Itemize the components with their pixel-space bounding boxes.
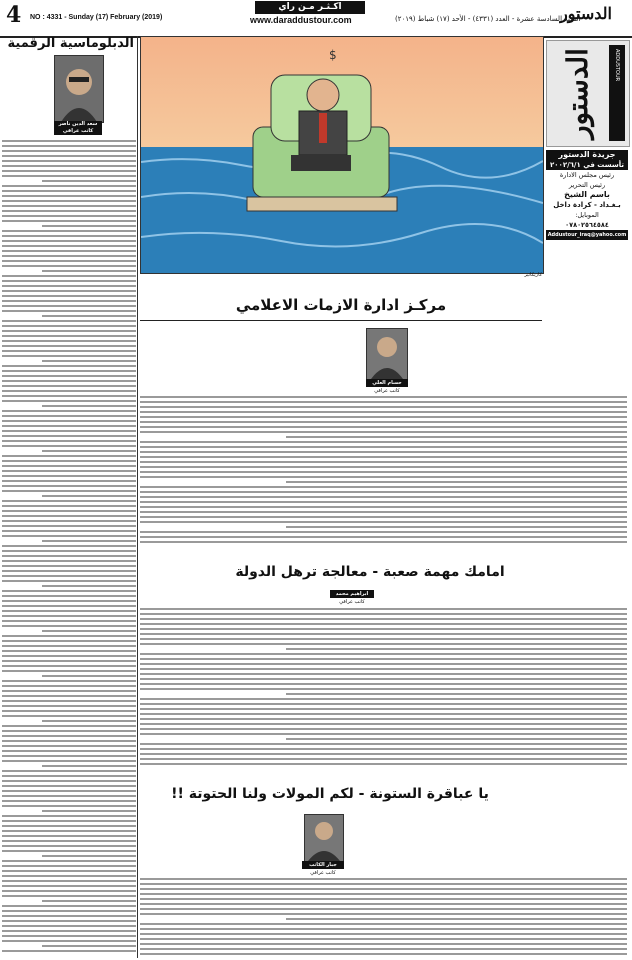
text-line <box>140 446 627 448</box>
text-line <box>2 860 136 862</box>
text-line <box>2 785 136 787</box>
text-line <box>2 250 136 252</box>
text-line <box>42 720 136 722</box>
text-line <box>2 485 136 487</box>
text-line <box>140 658 627 660</box>
text-line <box>2 375 136 377</box>
text-line <box>140 531 627 533</box>
text-line <box>140 396 627 398</box>
author-role: كاتب عراقي <box>310 870 336 876</box>
text-line <box>2 610 136 612</box>
text-line <box>2 325 136 327</box>
column-divider <box>137 36 138 958</box>
text-line <box>140 708 627 710</box>
article-2-title: امامك مهمة صعبة - معالجة ترهل الدولة <box>235 564 505 580</box>
text-line <box>42 360 136 362</box>
text-line <box>140 486 627 488</box>
header-logo: الدستور <box>560 4 612 23</box>
text-line <box>2 490 136 492</box>
author-photo <box>54 55 104 123</box>
text-line <box>140 441 627 443</box>
left-column-body <box>2 140 136 958</box>
text-line <box>2 505 136 507</box>
text-line <box>2 775 136 777</box>
title-rule <box>140 320 542 321</box>
text-line <box>2 840 136 842</box>
text-line <box>2 385 136 387</box>
text-line <box>2 255 136 257</box>
text-line <box>2 370 136 372</box>
author-role: كاتب عراقي <box>339 599 365 605</box>
text-line <box>2 510 136 512</box>
text-line <box>140 953 627 955</box>
text-line <box>42 765 136 767</box>
text-line <box>2 755 136 757</box>
founded-date: تأسست في ٢٠٠٢/٦/١ <box>546 160 628 170</box>
text-line <box>140 898 627 900</box>
text-line <box>140 638 627 640</box>
text-line <box>140 406 627 408</box>
text-line <box>2 420 136 422</box>
phone-label: الموبايل: <box>575 211 599 219</box>
text-line <box>2 285 136 287</box>
editor-name: باسم الشيخ <box>564 190 610 199</box>
text-line <box>42 945 136 947</box>
text-line <box>140 903 627 905</box>
text-line <box>2 730 136 732</box>
text-line <box>2 220 136 222</box>
issue-info-ar: السنة السادسة عشرة - العدد (٤٣٣١) - الأحد (١٧) شباط (٢٠١٩) <box>395 15 581 23</box>
author-name: جبار الكاتب <box>302 861 344 869</box>
page-header <box>0 0 632 38</box>
text-line <box>286 738 627 740</box>
text-line <box>140 908 627 910</box>
text-line <box>140 491 627 493</box>
article-3-title: يا عباقرة الستونة - لكم المولات ولنا الحتوتة !! <box>171 786 489 802</box>
text-line <box>2 620 136 622</box>
text-line <box>2 290 136 292</box>
address: بـغـداد - كرادة داخل <box>553 201 621 209</box>
text-line <box>140 653 627 655</box>
text-line <box>2 280 136 282</box>
text-line <box>2 170 136 172</box>
text-line <box>2 550 136 552</box>
text-line <box>2 615 136 617</box>
text-line <box>2 625 136 627</box>
text-line <box>2 330 136 332</box>
newspaper-info <box>546 150 628 270</box>
text-line <box>2 590 136 592</box>
text-line <box>2 695 136 697</box>
text-line <box>42 540 136 542</box>
text-line <box>140 633 627 635</box>
text-line <box>2 165 136 167</box>
text-line <box>140 401 627 403</box>
text-line <box>2 465 136 467</box>
text-line <box>2 910 136 912</box>
text-line <box>140 516 627 518</box>
text-line <box>2 235 136 237</box>
person-icon <box>367 329 407 379</box>
text-line <box>140 613 627 615</box>
masthead-latin: ADDUSTOUR <box>614 49 620 82</box>
slogan-bar: اكـثـر مـن راي <box>255 1 365 14</box>
person-icon <box>55 56 103 122</box>
text-line <box>2 835 136 837</box>
text-line <box>2 300 136 302</box>
text-line <box>2 690 136 692</box>
text-line <box>2 890 136 892</box>
text-line <box>140 948 627 950</box>
text-line <box>2 535 136 537</box>
text-line <box>2 410 136 412</box>
text-line <box>42 900 136 902</box>
text-line <box>2 930 136 932</box>
text-line <box>2 665 136 667</box>
text-line <box>2 655 136 657</box>
text-line <box>2 185 136 187</box>
text-line <box>140 913 627 915</box>
text-line <box>2 680 136 682</box>
text-line <box>2 685 136 687</box>
text-line <box>2 190 136 192</box>
page-number: 4 <box>6 2 22 28</box>
text-line <box>2 175 136 177</box>
text-line <box>2 475 136 477</box>
author-name: سعد الدين ناصر <box>58 121 98 127</box>
text-line <box>2 365 136 367</box>
text-line <box>2 230 136 232</box>
text-line <box>140 698 627 700</box>
text-line <box>2 940 136 942</box>
author-role: كاتب عراقي <box>374 388 400 394</box>
cartoon-illustration <box>140 36 544 274</box>
editor-label: رئيس التحرير <box>568 181 606 189</box>
text-line <box>140 431 627 433</box>
text-line <box>2 580 136 582</box>
text-line <box>2 735 136 737</box>
masthead-latin-strip <box>609 45 625 141</box>
text-line <box>140 511 627 513</box>
text-line <box>42 675 136 677</box>
text-line <box>140 411 627 413</box>
article-3-body <box>140 878 627 958</box>
author-photo <box>366 328 408 380</box>
masthead-name: الدستور <box>561 48 594 139</box>
text-line <box>2 830 136 832</box>
text-line <box>2 515 136 517</box>
text-line <box>2 925 136 927</box>
text-line <box>140 673 627 675</box>
text-line <box>42 225 136 227</box>
newspaper-masthead <box>546 40 630 147</box>
text-line <box>140 426 627 428</box>
text-line <box>140 743 627 745</box>
text-line <box>140 688 627 690</box>
text-line <box>140 506 627 508</box>
text-line <box>42 630 136 632</box>
chairman-label: رئيس مجلس الادارة <box>559 171 615 179</box>
cartoon-drawing <box>141 37 543 273</box>
text-line <box>140 421 627 423</box>
text-line <box>42 495 136 497</box>
text-line <box>140 748 627 750</box>
text-line <box>2 210 136 212</box>
text-line <box>2 920 136 922</box>
text-line <box>140 713 627 715</box>
text-line <box>140 943 627 945</box>
text-line <box>2 240 136 242</box>
text-line <box>140 678 627 680</box>
person-icon <box>305 815 343 861</box>
author-name-bar <box>54 121 102 135</box>
text-line <box>140 521 627 523</box>
author-role: كاتب عراقي <box>62 128 94 134</box>
text-line <box>2 705 136 707</box>
text-line <box>2 395 136 397</box>
text-line <box>2 895 136 897</box>
text-line <box>140 501 627 503</box>
text-line <box>140 728 627 730</box>
text-line <box>140 893 627 895</box>
text-line <box>140 683 627 685</box>
text-line <box>2 430 136 432</box>
text-line <box>42 180 136 182</box>
text-line <box>140 471 627 473</box>
text-line <box>2 825 136 827</box>
text-line <box>140 643 627 645</box>
text-line <box>2 650 136 652</box>
author-name: ابراهيم محمد <box>330 590 374 598</box>
text-line <box>140 928 627 930</box>
text-line <box>2 160 136 162</box>
text-line <box>2 605 136 607</box>
text-line <box>2 795 136 797</box>
text-line <box>2 845 136 847</box>
text-line <box>2 700 136 702</box>
text-line <box>140 703 627 705</box>
text-line <box>2 770 136 772</box>
text-line <box>2 635 136 637</box>
text-line <box>2 780 136 782</box>
text-line <box>2 350 136 352</box>
text-line <box>2 150 136 152</box>
text-line <box>286 481 627 483</box>
text-line <box>2 670 136 672</box>
text-line <box>2 275 136 277</box>
text-line <box>140 628 627 630</box>
text-line <box>2 760 136 762</box>
text-line <box>2 870 136 872</box>
text-line <box>2 460 136 462</box>
text-line <box>2 195 136 197</box>
text-line <box>140 461 627 463</box>
text-line <box>140 733 627 735</box>
text-line <box>140 883 627 885</box>
text-line <box>140 923 627 925</box>
text-line <box>2 380 136 382</box>
text-line <box>2 480 136 482</box>
text-line <box>2 915 136 917</box>
text-line <box>140 933 627 935</box>
text-line <box>2 725 136 727</box>
text-line <box>2 155 136 157</box>
text-line <box>140 623 627 625</box>
text-line <box>2 440 136 442</box>
text-line <box>2 820 136 822</box>
text-line <box>2 865 136 867</box>
text-line <box>286 648 627 650</box>
text-line <box>140 536 627 538</box>
text-line <box>140 763 627 765</box>
text-line <box>2 950 136 952</box>
text-line <box>2 935 136 937</box>
text-line <box>140 878 627 880</box>
text-line <box>140 753 627 755</box>
text-line <box>140 476 627 478</box>
text-line <box>140 888 627 890</box>
text-line <box>140 496 627 498</box>
text-line <box>2 595 136 597</box>
issue-info-en: NO : 4331 - Sunday (17) February (2019) <box>30 14 163 21</box>
text-line <box>2 525 136 527</box>
text-line <box>2 885 136 887</box>
text-line <box>140 451 627 453</box>
text-line <box>2 470 136 472</box>
text-line <box>42 315 136 317</box>
text-line <box>2 265 136 267</box>
text-line <box>2 140 136 142</box>
text-line <box>286 918 627 920</box>
svg-text:$: $ <box>329 48 337 62</box>
text-line <box>42 585 136 587</box>
text-line <box>2 880 136 882</box>
article-2-body <box>140 608 627 770</box>
text-line <box>2 455 136 457</box>
left-column-title: الدبلوماسية الرقمية <box>7 36 134 51</box>
text-line <box>2 200 136 202</box>
text-line <box>42 855 136 857</box>
phone: ٠٧٨٠٢٥٦٤٥٨٤ <box>565 221 609 229</box>
text-line <box>2 445 136 447</box>
text-line <box>2 530 136 532</box>
text-line <box>140 618 627 620</box>
author-name: حسام العلي <box>366 379 408 387</box>
text-line <box>2 245 136 247</box>
text-line <box>2 555 136 557</box>
paper-label: جريدة الدستور <box>546 150 628 160</box>
text-line <box>2 745 136 747</box>
text-line <box>42 450 136 452</box>
text-line <box>2 260 136 262</box>
text-line <box>2 875 136 877</box>
text-line <box>2 815 136 817</box>
text-line <box>140 466 627 468</box>
text-line <box>2 800 136 802</box>
text-line <box>2 710 136 712</box>
text-line <box>2 575 136 577</box>
text-line <box>2 715 136 717</box>
text-line <box>286 436 627 438</box>
text-line <box>140 758 627 760</box>
text-line <box>2 335 136 337</box>
text-line <box>42 810 136 812</box>
text-line <box>2 500 136 502</box>
text-line <box>2 205 136 207</box>
text-line <box>42 270 136 272</box>
text-line <box>140 541 627 543</box>
text-line <box>2 145 136 147</box>
author-photo <box>304 814 344 862</box>
text-line <box>2 805 136 807</box>
text-line <box>2 600 136 602</box>
text-line <box>2 660 136 662</box>
text-line <box>140 938 627 940</box>
text-line <box>286 693 627 695</box>
text-line <box>2 400 136 402</box>
text-line <box>2 905 136 907</box>
text-line <box>2 425 136 427</box>
text-line <box>2 320 136 322</box>
text-line <box>2 640 136 642</box>
text-line <box>140 416 627 418</box>
text-line <box>140 608 627 610</box>
text-line <box>286 526 627 528</box>
text-line <box>2 295 136 297</box>
text-line <box>2 645 136 647</box>
text-line <box>140 668 627 670</box>
text-line <box>2 340 136 342</box>
article-1-body <box>140 396 627 548</box>
text-line <box>2 750 136 752</box>
text-line <box>2 740 136 742</box>
text-line <box>2 415 136 417</box>
website-link[interactable]: www.daraddustour.com <box>250 15 352 25</box>
email[interactable]: Addustour_iraq@yahoo.com <box>547 232 627 238</box>
text-line <box>2 520 136 522</box>
text-line <box>2 355 136 357</box>
text-line <box>140 663 627 665</box>
cartoon-caption: كاريكاتير <box>524 272 542 278</box>
text-line <box>140 723 627 725</box>
text-line <box>2 545 136 547</box>
text-line <box>2 850 136 852</box>
article-1-title: مركـز ادارة الازمات الاعلامي <box>235 296 447 314</box>
text-line <box>2 305 136 307</box>
text-line <box>2 570 136 572</box>
text-line <box>140 718 627 720</box>
text-line <box>2 310 136 312</box>
text-line <box>2 435 136 437</box>
text-line <box>2 390 136 392</box>
text-line <box>2 215 136 217</box>
text-line <box>2 345 136 347</box>
text-line <box>140 456 627 458</box>
text-line <box>42 405 136 407</box>
text-line <box>2 790 136 792</box>
text-line <box>2 565 136 567</box>
text-line <box>2 560 136 562</box>
